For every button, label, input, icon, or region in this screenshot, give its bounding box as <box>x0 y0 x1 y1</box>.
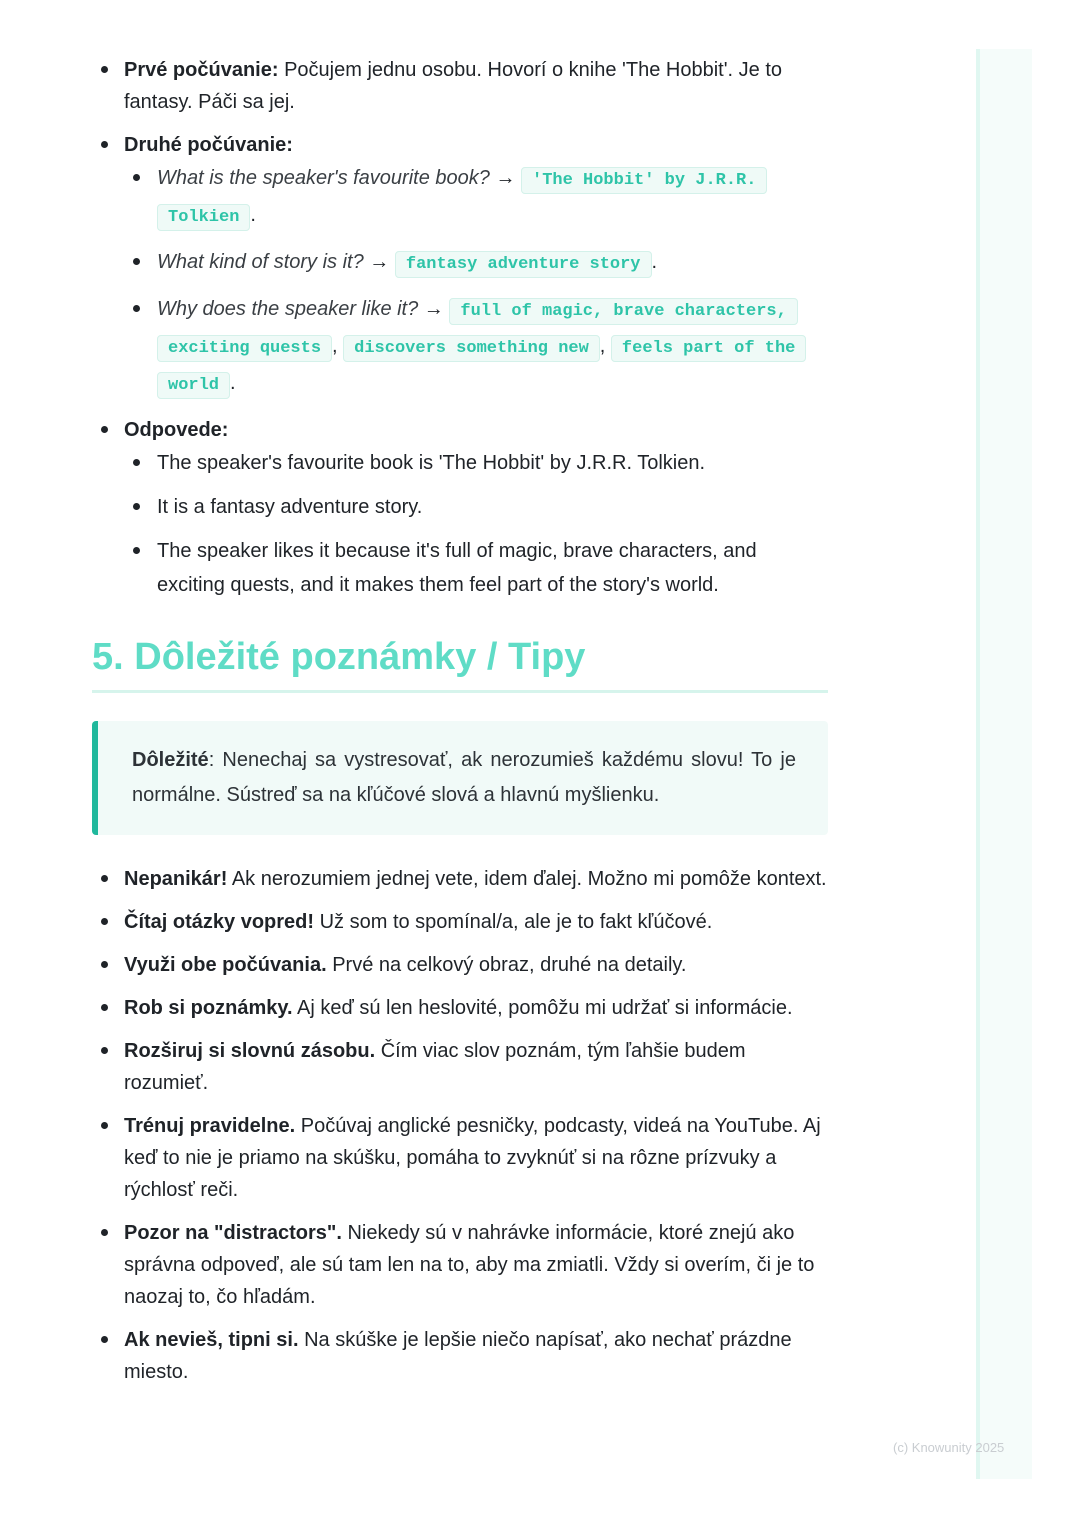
separator: , <box>332 335 344 357</box>
tip-item <box>92 863 828 895</box>
second-listening-questions <box>124 161 828 403</box>
tip-item <box>92 1324 828 1388</box>
arrow-glyph: → <box>489 167 522 189</box>
first-listening-label: Prvé počúvanie: <box>124 59 279 81</box>
answers-label: Odpovede: <box>124 419 229 441</box>
second-listening-label: Druhé počúvanie: <box>124 134 293 156</box>
separator: , <box>599 335 611 357</box>
tip-bold: Nepanikár! <box>124 868 228 890</box>
list-item-first-listening <box>92 54 828 118</box>
answer-code: 'The Hobbit' by J.R.R. Tolkien <box>157 167 767 231</box>
tip-bold: Ak nevieš, tipni si. <box>124 1329 299 1351</box>
tip-text: Počúvaj anglické pesničky, podcasty, videá na YouTube. Aj keď to nie je priamo na skúšku, pomáha to zvyknúť si na rôzne prízvuky a rýchlosť reči. <box>124 1115 821 1201</box>
tip-bold: Rozširuj si slovnú zásobu. <box>124 1040 376 1062</box>
copyright-footer: (c) Knowunity 2025 <box>893 1440 1005 1455</box>
first-listening-text: Počujem jednu osobu. Hovorí o knihe 'The Hobbit'. Je to fantasy. Páči sa jej. <box>124 59 782 113</box>
tip-item <box>92 1035 828 1099</box>
tip-text: Niekedy sú v nahrávke informácie, ktoré znejú ako správna odpoveď, ale sú tam len na to, aby ma zmiatli. Vždy si overím, či je to naozaj to, čo hľadám. <box>124 1222 815 1308</box>
tip-bold: Využi obe počúvania. <box>124 954 327 976</box>
question-text: What kind of story is it? <box>157 251 364 273</box>
tip-text: Na skúške je lepšie niečo napísať, ako nechať prázdne miesto. <box>124 1329 792 1383</box>
tip-bold: Trénuj pravidelne. <box>124 1115 296 1137</box>
tip-bold: Rob si poznámky. <box>124 997 293 1019</box>
tip-item <box>92 906 828 938</box>
section-heading: 5. Dôležité poznámky / Tipy <box>92 634 828 693</box>
callout-text: : Nenechaj sa vystresovať, ak nerozumieš každému slovu! To je normálne. Sústreď sa na kľúčové slová a hlavnú myšlienku. <box>132 749 796 806</box>
important-callout <box>92 721 828 835</box>
answer-code: discovers something new <box>343 335 600 362</box>
tip-text: Ak nerozumiem jednej vete, idem ďalej. Možno mi pomôže kontext. <box>227 868 827 890</box>
list-item-second-listening <box>92 129 828 403</box>
document-content <box>92 54 828 1399</box>
tip-item <box>92 1110 828 1206</box>
page-side-strip <box>976 49 1032 1479</box>
question-item <box>124 292 828 403</box>
tip-text: Prvé na celkový obraz, druhé na detaily. <box>326 954 687 976</box>
question-text: What is the speaker's favourite book? <box>157 167 490 189</box>
answer-item: It is a fantasy adventure story. <box>124 490 828 524</box>
arrow-glyph: → <box>418 298 450 320</box>
tip-text: Čím viac slov poznám, tým ľahšie budem rozumieť. <box>124 1040 746 1094</box>
answer-item: The speaker's favourite book is 'The Hobbit' by J.R.R. Tolkien. <box>124 446 828 480</box>
list-item-answers <box>92 414 828 602</box>
punctuation: . <box>651 251 658 273</box>
tip-text: Už som to spomínal/a, ale je to fakt kľúčové. <box>314 911 713 933</box>
tip-item <box>92 949 828 981</box>
punctuation: . <box>250 204 256 226</box>
answer-code: fantasy adventure story <box>395 251 652 278</box>
answers-list <box>124 446 828 602</box>
answer-code: full of magic, brave characters, exciting quests <box>157 298 798 362</box>
tip-bold: Pozor na "distractors". <box>124 1222 342 1244</box>
question-item <box>124 161 828 235</box>
answer-code: feels part of the world <box>157 335 806 399</box>
answer-item: The speaker likes it because it's full of magic, brave characters, and exciting quests, and it makes them feel part of the story's world. <box>124 534 828 602</box>
tip-text: Aj keď sú len heslovité, pomôžu mi udržať si informácie. <box>292 997 793 1019</box>
callout-label: Dôležité <box>132 749 209 771</box>
listening-list <box>92 54 828 602</box>
arrow-glyph: → <box>363 251 395 273</box>
tip-item <box>92 1217 828 1313</box>
tip-bold: Čítaj otázky vopred! <box>124 911 315 933</box>
question-item <box>124 245 828 282</box>
tips-list <box>92 863 828 1388</box>
tip-item <box>92 992 828 1024</box>
punctuation: . <box>230 372 236 394</box>
question-text: Why does the speaker like it? <box>157 298 419 320</box>
